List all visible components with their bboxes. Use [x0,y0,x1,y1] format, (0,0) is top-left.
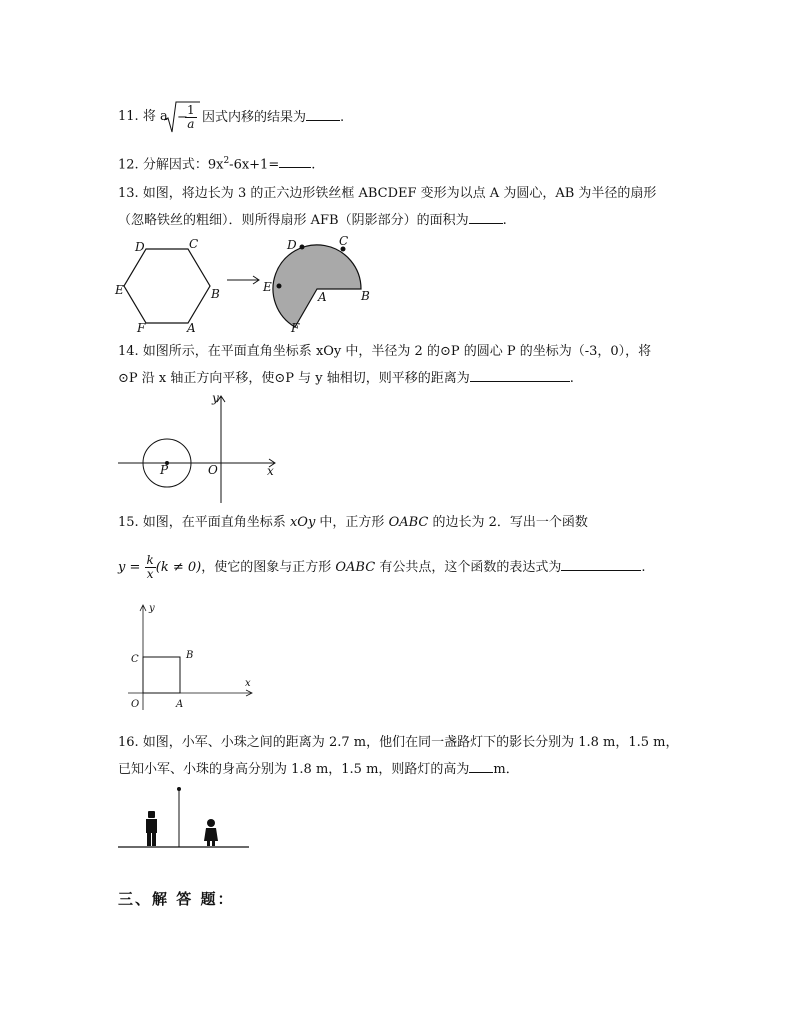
question-14-line2: ⊙P 沿 x 轴正方向平移，使⊙P 与 y 轴相切，则平移的距离为 . [118,371,574,386]
label-A: A [318,290,327,304]
point-D [300,245,305,250]
point-E [277,284,282,289]
label-B: B [361,289,370,303]
label-y: y [149,603,155,614]
question-12: 12. 分解因式：$9x^2-6x+1=$ . [118,156,316,173]
label-O: O [208,463,218,477]
label-B: B [186,650,194,661]
label-D: D [135,240,145,254]
person-xiaojun-icon [146,811,157,846]
fraction-k-over-x: $\frac{k}{x}$ [146,553,154,581]
streetlight-figure [115,785,255,855]
question-11 [118,108,168,126]
question-13-line2: （忽略铁丝的粗细）．则所得扇形 AFB（阴影部分）的面积为 . [118,213,507,228]
answer-blank[interactable] [561,558,641,571]
label-D: D [287,238,297,252]
lamp-icon [177,787,181,791]
hexagon-sector-figure [113,234,373,334]
fraction-1-over-a: $\frac{1}{a}$ [187,103,195,131]
hexagon [124,249,210,323]
question-number: 11. [118,109,139,124]
answer-blank[interactable] [470,369,570,382]
question-16-line1: 16. 如图，小军、小珠之间的距离为 2.7 m，他们在同一盏路灯下的影长分别为 1.8 m，1.5 m， [118,735,679,750]
answer-blank[interactable] [469,760,493,773]
label-C: C [339,234,349,248]
label-F: F [137,321,146,334]
person-xiaozhu-icon [204,819,218,846]
answer-blank[interactable] [469,211,503,224]
label-C: C [131,654,139,665]
equation-condition: (k ≠ 0) [155,560,202,575]
question-15-line1: 15. 如图，在平面直角坐标系 xOy 中，正方形 OABC 的边长为 2．写出一个函数 [118,515,588,530]
answer-blank[interactable] [279,155,311,168]
label-A: A [187,321,196,334]
square-oabc-figure [118,600,268,715]
label-O: O [131,699,140,710]
circle-p-figure [113,390,293,508]
shaded-sector [273,245,361,327]
label-x: x [267,464,274,478]
label-y: y [212,391,219,405]
question-text: 将 a [142,109,168,124]
equation-y: y = [118,560,141,575]
question-15-line2: y = $\frac{k}{x}$ (k ≠ 0)，使它的图象与正方形 OABC 有公共点，这个函数的表达式为 . [118,553,646,581]
section-heading: 三、解 答 题： [118,890,235,908]
label-x: x [245,678,251,689]
square-oabc [143,657,180,693]
label-F: F [291,321,300,334]
question-14-line1: 14. 如图所示，在平面直角坐标系 xOy 中，半径为 2 的⊙P 的圆心 P 的坐标为（-3，0），将 [118,344,652,359]
question-16-line2: 已知小军、小珠的身高分别为 1.8 m，1.5 m，则路灯的高为 m． [118,762,519,777]
question-13-line1: 13. 如图，将边长为 3 的正六边形铁丝框 ABCDEF 变形为以点 A 为圆心，AB 为半径的扇形 [118,186,657,201]
label-E: E [263,280,272,294]
label-P: P [160,463,169,477]
question-11-tail: 因式内移的结果为 . [202,110,345,125]
label-E: E [115,283,124,297]
label-A: A [176,699,184,710]
minus-sign: − [177,110,188,125]
label-B: B [211,287,220,301]
answer-blank[interactable] [306,108,340,121]
label-C: C [189,237,199,251]
